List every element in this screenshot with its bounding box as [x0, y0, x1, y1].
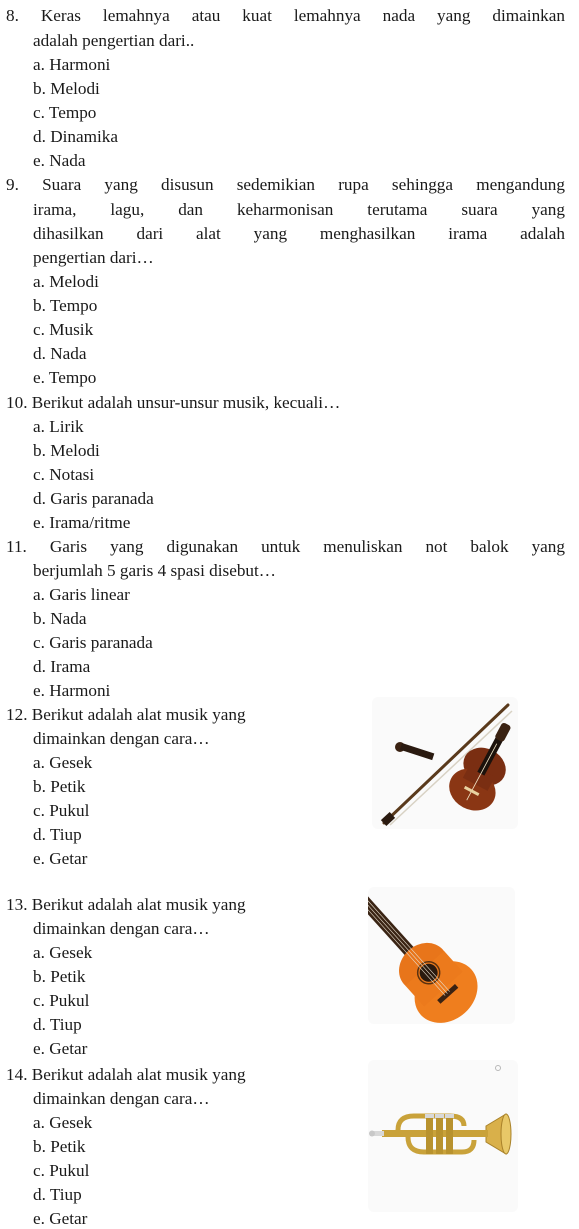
- question-11-line-1: 11. Garis yang digunakan untuk menuliskan not balok yang: [6, 537, 565, 556]
- question-13-option-e: e. Getar: [33, 1039, 88, 1058]
- question-11-option-c: c. Garis paranada: [33, 633, 153, 652]
- question-14-option-a: a. Gesek: [33, 1113, 93, 1132]
- question-11-line-2: berjumlah 5 garis 4 spasi disebut…: [33, 561, 276, 580]
- question-8-option-b: b. Melodi: [33, 79, 100, 98]
- question-8-option-e: e. Nada: [33, 151, 86, 170]
- question-14-option-e: e. Getar: [33, 1209, 88, 1228]
- question-14-line-1: 14. Berikut adalah alat musik yang: [6, 1065, 246, 1084]
- violin-image: [372, 697, 518, 829]
- violin-icon: [372, 697, 518, 829]
- question-14-line-2: dimainkan dengan cara…: [33, 1089, 210, 1108]
- question-12-line-2: dimainkan dengan cara…: [33, 729, 210, 748]
- question-10-option-b: b. Melodi: [33, 441, 100, 460]
- question-10-option-e: e. Irama/ritme: [33, 513, 131, 532]
- question-11-option-d: d. Irama: [33, 657, 91, 676]
- trumpet-image: [368, 1060, 518, 1212]
- question-12-option-d: d. Tiup: [33, 825, 82, 844]
- question-10-option-c: c. Notasi: [33, 465, 95, 484]
- question-14-option-d: d. Tiup: [33, 1185, 82, 1204]
- question-13-option-a: a. Gesek: [33, 943, 93, 962]
- question-13-line-2: dimainkan dengan cara…: [33, 919, 210, 938]
- guitar-image: [368, 887, 515, 1024]
- question-13-option-d: d. Tiup: [33, 1015, 82, 1034]
- question-10-option-d: d. Garis paranada: [33, 489, 154, 508]
- question-8-line-2: adalah pengertian dari..: [33, 31, 195, 50]
- question-12-option-e: e. Getar: [33, 849, 88, 868]
- question-8-line-1: 8. Keras lemahnya atau kuat lemahnya nada yang dimainkan: [6, 6, 565, 25]
- question-12-option-c: c. Pukul: [33, 801, 90, 820]
- question-10-option-a: a. Lirik: [33, 417, 84, 436]
- question-14-option-c: c. Pukul: [33, 1161, 90, 1180]
- question-13-line-1: 13. Berikut adalah alat musik yang: [6, 895, 246, 914]
- guitar-icon: [368, 887, 515, 1024]
- question-8-option-a: a. Harmoni: [33, 55, 111, 74]
- trumpet-icon: [368, 1060, 518, 1212]
- question-11-option-e: e. Harmoni: [33, 681, 111, 700]
- question-9-line-4: pengertian dari…: [33, 248, 154, 267]
- question-9-option-b: b. Tempo: [33, 296, 98, 315]
- question-14-option-b: b. Petik: [33, 1137, 86, 1156]
- question-8-option-c: c. Tempo: [33, 103, 97, 122]
- question-9-line-2: irama, lagu, dan keharmonisan terutama suara yang: [33, 200, 565, 219]
- question-9-option-c: c. Musik: [33, 320, 94, 339]
- question-9-line-1: 9. Suara yang disusun sedemikian rupa sehingga mengandung: [6, 175, 565, 194]
- question-9-option-d: d. Nada: [33, 344, 87, 363]
- question-11-option-a: a. Garis linear: [33, 585, 130, 604]
- question-11-option-b: b. Nada: [33, 609, 87, 628]
- question-12-line-1: 12. Berikut adalah alat musik yang: [6, 705, 246, 724]
- question-9-option-a: a. Melodi: [33, 272, 99, 291]
- question-13-option-c: c. Pukul: [33, 991, 90, 1010]
- question-8-option-d: d. Dinamika: [33, 127, 118, 146]
- question-13-option-b: b. Petik: [33, 967, 86, 986]
- question-12-option-a: a. Gesek: [33, 753, 93, 772]
- question-9-option-e: e. Tempo: [33, 368, 97, 387]
- question-10-line-1: 10. Berikut adalah unsur-unsur musik, kecuali…: [6, 393, 341, 412]
- question-9-line-3: dihasilkan dari alat yang menghasilkan irama adalah: [33, 224, 565, 243]
- question-12-option-b: b. Petik: [33, 777, 86, 796]
